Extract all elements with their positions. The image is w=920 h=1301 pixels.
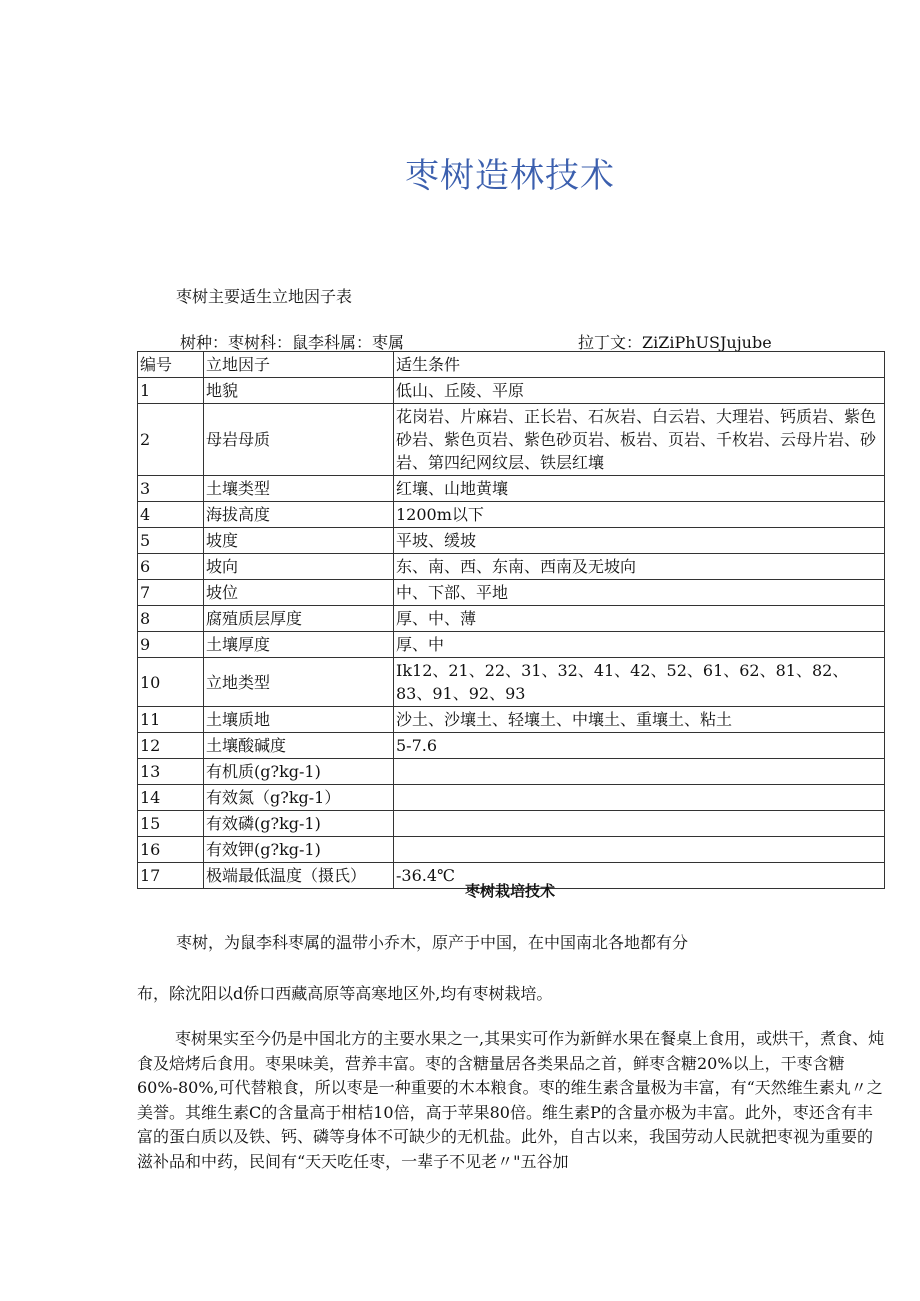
cell-number: 3 bbox=[138, 476, 204, 502]
cell-number: 12 bbox=[138, 733, 204, 759]
cell-factor: 土壤类型 bbox=[204, 476, 394, 502]
cell-number: 7 bbox=[138, 580, 204, 606]
cell-factor: 土壤厚度 bbox=[204, 632, 394, 658]
cell-condition: 东、南、西、东南、西南及无坡向 bbox=[394, 554, 885, 580]
cell-number: 1 bbox=[138, 378, 204, 404]
cell-number: 8 bbox=[138, 606, 204, 632]
table-header-row bbox=[138, 352, 885, 378]
latin-name-line: 拉丁文：ZiZiPhUSJujube bbox=[578, 333, 772, 352]
cell-number: 4 bbox=[138, 502, 204, 528]
cell-number: 15 bbox=[138, 811, 204, 837]
cell-factor: 母岩母质 bbox=[204, 404, 394, 476]
cell-condition: 厚、中 bbox=[394, 632, 885, 658]
cell-number: 5 bbox=[138, 528, 204, 554]
table-row bbox=[138, 837, 885, 863]
site-factor-table bbox=[137, 351, 885, 889]
cell-condition: 花岗岩、片麻岩、正长岩、石灰岩、白云岩、大理岩、钙质岩、紫色砂岩、紫色页岩、紫色砂页岩、板岩、页岩、千枚岩、云母片岩、砂岩、第四纪网纹层、铁层红壤 bbox=[394, 404, 885, 476]
table-row bbox=[138, 554, 885, 580]
header-factor: 立地因子 bbox=[204, 352, 394, 378]
cell-condition: 平坡、缓坡 bbox=[394, 528, 885, 554]
paragraph-2: 布，除沈阳以d侨口西藏高原等高寒地区外,均有枣树栽培。 bbox=[137, 984, 553, 1003]
table-row bbox=[138, 632, 885, 658]
species-line: 树种：枣树科：鼠李科属：枣属 bbox=[180, 333, 405, 352]
table-row bbox=[138, 404, 885, 476]
cell-factor: 有效氮（g?kg-1） bbox=[204, 785, 394, 811]
paragraph-1: 枣树，为鼠李科枣属的温带小乔木，原产于中国，在中国南北各地都有分 bbox=[176, 933, 689, 952]
table-row bbox=[138, 378, 885, 404]
cell-factor: 有机质(g?kg-1) bbox=[204, 759, 394, 785]
cell-condition: 5-7.6 bbox=[394, 733, 885, 759]
cell-number: 2 bbox=[138, 404, 204, 476]
cell-factor: 极端最低温度（摄氏） bbox=[204, 863, 394, 889]
cell-condition bbox=[394, 837, 885, 863]
cell-condition bbox=[394, 759, 885, 785]
table-title: 枣树主要适生立地因子表 bbox=[176, 287, 353, 306]
cell-factor: 坡向 bbox=[204, 554, 394, 580]
cell-factor: 有效磷(g?kg-1) bbox=[204, 811, 394, 837]
paragraph-3: 枣树果实至今仍是中国北方的主要水果之一,其果实可作为新鲜水果在餐桌上食用，或烘干，煮食、炖食及焙烤后食用。枣果味美，营养丰富。枣的含糖量居各类果品之首，鲜枣含糖20%以上，干枣含糖60%-80%,可代替粮食，所以枣是一种重要的木本粮食。枣的维生素含量极为丰富，有“天然维生素丸〃之美誉。其维生素C的含量高于柑桔10倍，高于苹果80倍。维生素P的含量亦极为丰富。此外，枣还含有丰富的蛋白质以及铁、钙、磷等身体不可缺少的无机盐。此外，自古以来，我国劳动人民就把枣视为重要的滋补品和中药，民间有“天天吃任枣，一辈子不见老〃"五谷加 bbox=[137, 1029, 885, 1171]
cell-number: 17 bbox=[138, 863, 204, 889]
header-condition: 适生条件 bbox=[394, 352, 885, 378]
cell-number: 11 bbox=[138, 707, 204, 733]
cell-factor: 坡位 bbox=[204, 580, 394, 606]
cell-number: 14 bbox=[138, 785, 204, 811]
cell-condition: -36.4℃ bbox=[394, 863, 885, 889]
cell-number: 13 bbox=[138, 759, 204, 785]
table-row bbox=[138, 606, 885, 632]
cell-condition: 红壤、山地黄壤 bbox=[394, 476, 885, 502]
cell-factor: 立地类型 bbox=[204, 658, 394, 707]
cell-factor: 土壤质地 bbox=[204, 707, 394, 733]
header-number: 编号 bbox=[138, 352, 204, 378]
table-row bbox=[138, 580, 885, 606]
cell-factor: 坡度 bbox=[204, 528, 394, 554]
table-row bbox=[138, 759, 885, 785]
cell-number: 6 bbox=[138, 554, 204, 580]
table-row bbox=[138, 811, 885, 837]
cell-condition: 沙土、沙壤土、轻壤土、中壤土、重壤土、粘土 bbox=[394, 707, 885, 733]
table-row bbox=[138, 733, 885, 759]
cell-condition: 低山、丘陵、平原 bbox=[394, 378, 885, 404]
cell-condition bbox=[394, 811, 885, 837]
document-title: 枣树造林技术 bbox=[405, 156, 615, 196]
cell-factor: 土壤酸碱度 bbox=[204, 733, 394, 759]
cell-number: 10 bbox=[138, 658, 204, 707]
section-title: 枣树栽培技术 bbox=[464, 882, 555, 900]
table-row bbox=[138, 476, 885, 502]
cell-factor: 地貌 bbox=[204, 378, 394, 404]
table-row bbox=[138, 528, 885, 554]
cell-number: 9 bbox=[138, 632, 204, 658]
cell-number: 16 bbox=[138, 837, 204, 863]
cell-factor: 腐殖质层厚度 bbox=[204, 606, 394, 632]
cell-condition: 中、下部、平地 bbox=[394, 580, 885, 606]
cell-condition: 厚、中、薄 bbox=[394, 606, 885, 632]
table-row bbox=[138, 658, 885, 707]
table-row bbox=[138, 502, 885, 528]
cell-condition: Ik12、21、22、31、32、41、42、52、61、62、81、82、83、91、92、93 bbox=[394, 658, 885, 707]
cell-condition bbox=[394, 785, 885, 811]
table-row bbox=[138, 707, 885, 733]
cell-condition: 1200m以下 bbox=[394, 502, 885, 528]
table-row bbox=[138, 785, 885, 811]
cell-factor: 海拔高度 bbox=[204, 502, 394, 528]
cell-factor: 有效钾(g?kg-1) bbox=[204, 837, 394, 863]
